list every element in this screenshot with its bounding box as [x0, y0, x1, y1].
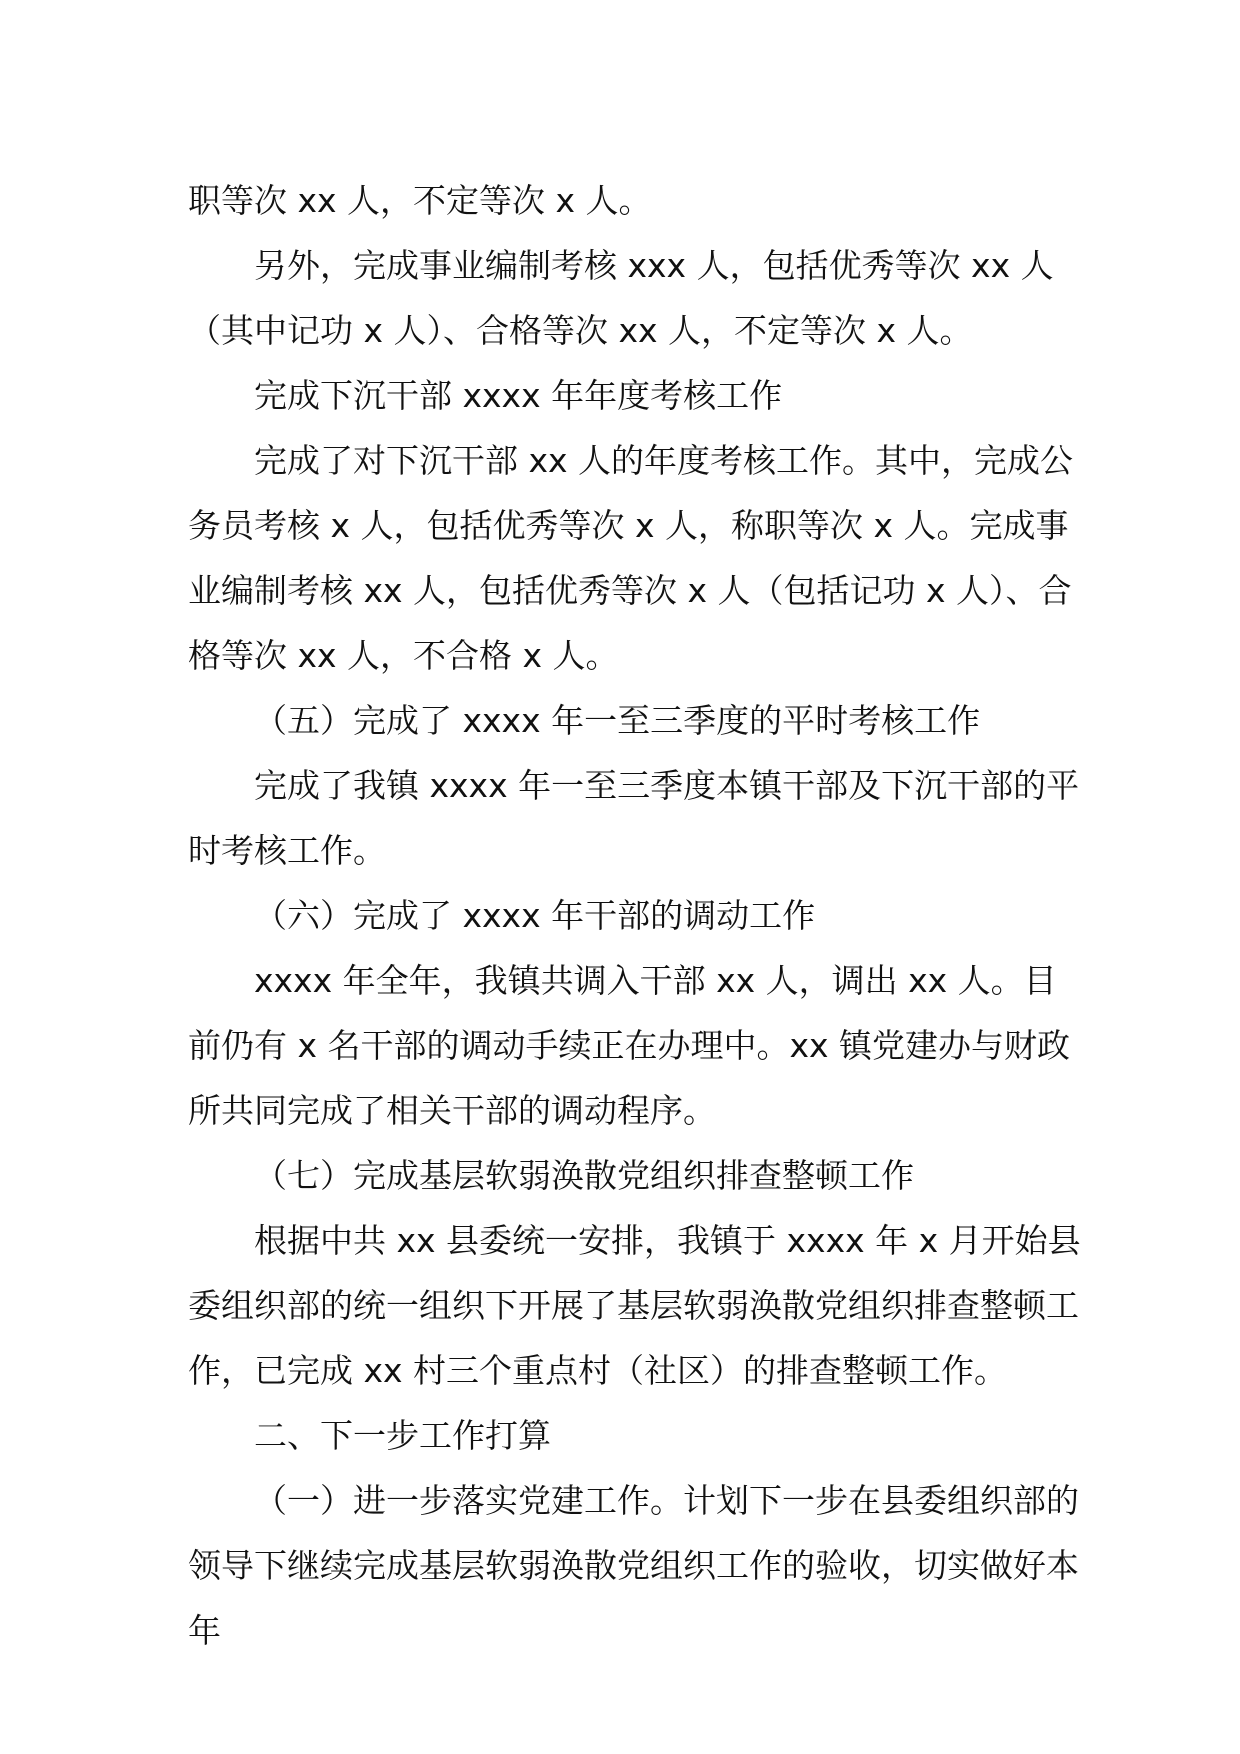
- paragraph-11-heading: 二、下一步工作打算: [254, 1416, 551, 1455]
- paragraph-4: 完成了对下沉干部 xx 人的年度考核工作。其中，完成公务员考核 x 人，包括优秀等次 x 人，称职等次 x 人。完成事业编制考核 xx 人，包括优秀等次 x 人（包括记功 x 人）、合格等次 xx 人，不合格 x 人。: [188, 441, 1074, 675]
- paragraph-5-heading: （五）完成了 xxxx 年一至三季度的平时考核工作: [254, 701, 981, 740]
- paragraph-8: xxxx 年全年，我镇共调入干部 xx 人，调出 xx 人。目前仍有 x 名干部的调动手续正在办理中。xx 镇党建办与财政所共同完成了相关干部的调动程序。: [188, 961, 1071, 1130]
- paragraph-9-heading: （七）完成基层软弱涣散党组织排查整顿工作: [254, 1156, 914, 1195]
- paragraph-7-heading: （六）完成了 xxxx 年干部的调动工作: [254, 896, 816, 935]
- paragraph-12: （一）进一步落实党建工作。计划下一步在县委组织部的领导下继续完成基层软弱涣散党组织工作的验收，切实做好本年: [188, 1481, 1079, 1650]
- paragraph-6: 完成了我镇 xxxx 年一至三季度本镇干部及下沉干部的平时考核工作。: [188, 766, 1080, 870]
- paragraph-10: 根据中共 xx 县委统一安排，我镇于 xxxx 年 x 月开始县委组织部的统一组织下开展了基层软弱涣散党组织排查整顿工作，已完成 xx 村三个重点村（社区）的排查整顿工作。: [188, 1221, 1081, 1390]
- paragraph-1: 职等次 xx 人，不定等次 x 人。: [188, 181, 652, 220]
- paragraph-2: 另外，完成事业编制考核 xxx 人，包括优秀等次 xx 人（其中记功 x 人）、合格等次 xx 人，不定等次 x 人。: [188, 246, 1054, 350]
- paragraph-3-heading: 完成下沉干部 xxxx 年年度考核工作: [254, 376, 783, 415]
- document-body: [188, 168, 1088, 1663]
